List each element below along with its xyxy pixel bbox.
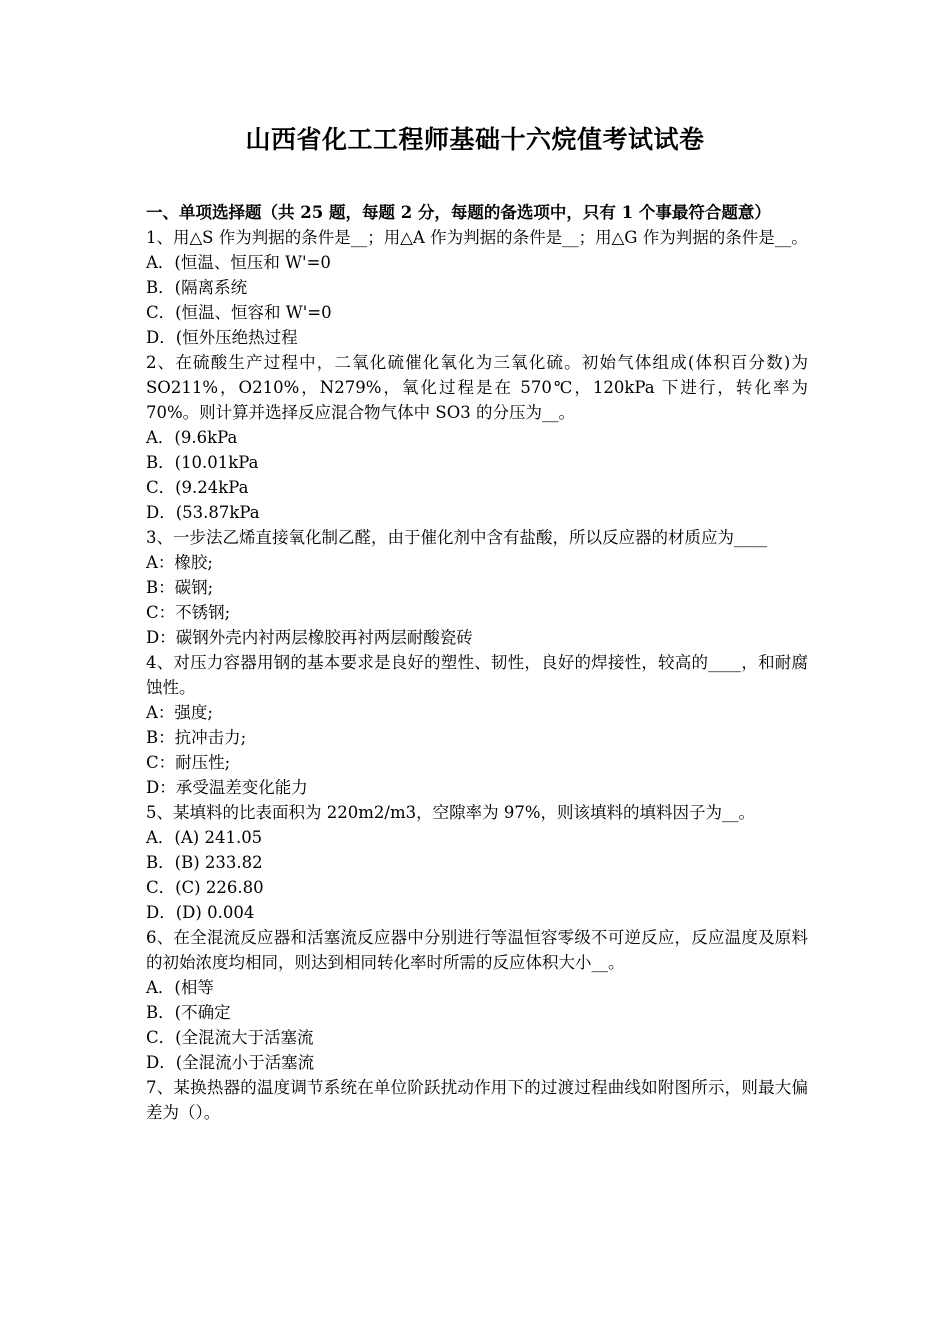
option-a: A．(恒温、恒压和 W'=0 bbox=[146, 253, 331, 272]
question-2 bbox=[146, 350, 808, 525]
question-text: 2、在硫酸生产过程中，二氧化硫催化氧化为三氧化硫。初始气体组成(体积百分数)为 SO211%，O210%，N279%，氧化过程是在 570℃，120kPa 下进行，转化率为 70%。则计算并选择反应混合物气体中 SO3 的分压为__。 bbox=[146, 353, 808, 422]
option-d: D：碳钢外壳内衬两层橡胶再衬两层耐酸瓷砖 bbox=[146, 628, 473, 647]
option-d: D．(53.87kPa bbox=[146, 503, 260, 522]
option-b: B．(隔离系统 bbox=[146, 278, 248, 297]
option-a: A．(9.6kPa bbox=[146, 428, 238, 447]
option-a: A．(A) 241.05 bbox=[146, 828, 263, 847]
question-3 bbox=[146, 525, 808, 650]
option-c: C．(恒温、恒容和 W'=0 bbox=[146, 303, 332, 322]
question-text: 6、在全混流反应器和活塞流反应器中分别进行等温恒容零级不可逆反应，反应温度及原料的初始浓度均相同，则达到相同转化率时所需的反应体积大小__。 bbox=[146, 928, 808, 972]
question-1 bbox=[146, 225, 808, 350]
option-c: C：耐压性; bbox=[146, 753, 231, 772]
section-heading: 一、单项选择题（共 25 题，每题 2 分，每题的备选项中，只有 1 个事最符合题意） bbox=[146, 203, 771, 222]
option-b: B．(B) 233.82 bbox=[146, 853, 263, 872]
question-text: 4、对压力容器用钢的基本要求是良好的塑性、韧性，良好的焊接性，较高的____，和耐腐蚀性。 bbox=[146, 653, 808, 697]
option-c: C．(9.24kPa bbox=[146, 478, 249, 497]
option-d: D．(全混流小于活塞流 bbox=[146, 1053, 315, 1072]
option-d: D：承受温差变化能力 bbox=[146, 778, 308, 797]
question-7 bbox=[146, 1075, 808, 1125]
question-text: 1、用△S 作为判据的条件是__；用△A 作为判据的条件是__；用△G 作为判据的条件是__。 bbox=[146, 228, 808, 247]
option-c: C．(全混流大于活塞流 bbox=[146, 1028, 314, 1047]
question-6 bbox=[146, 925, 808, 1075]
option-b: B：抗冲击力; bbox=[146, 728, 247, 747]
option-b: B．(10.01kPa bbox=[146, 453, 259, 472]
question-text: 3、一步法乙烯直接氧化制乙醛，由于催化剂中含有盐酸，所以反应器的材质应为____ bbox=[146, 528, 767, 547]
question-text: 5、某填料的比表面积为 220m2/m3，空隙率为 97%，则该填料的填料因子为__。 bbox=[146, 803, 756, 822]
option-b: B．(不确定 bbox=[146, 1003, 231, 1022]
option-a: A：强度; bbox=[146, 703, 213, 722]
option-b: B：碳钢; bbox=[146, 578, 214, 597]
option-a: A：橡胶; bbox=[146, 553, 213, 572]
option-d: D．(恒外压绝热过程 bbox=[146, 328, 298, 347]
option-c: C．(C) 226.80 bbox=[146, 878, 264, 897]
question-text: 7、某换热器的温度调节系统在单位阶跃扰动作用下的过渡过程曲线如附图所示，则最大偏差为（）。 bbox=[146, 1078, 808, 1122]
option-a: A．(相等 bbox=[146, 978, 214, 997]
option-d: D．(D) 0.004 bbox=[146, 903, 255, 922]
option-c: C：不锈钢; bbox=[146, 603, 231, 622]
page-title: 山西省化工工程师基础十六烷值考试试卷 bbox=[245, 125, 705, 154]
question-4 bbox=[146, 650, 808, 800]
question-5 bbox=[146, 800, 808, 925]
exam-content bbox=[146, 200, 808, 1125]
